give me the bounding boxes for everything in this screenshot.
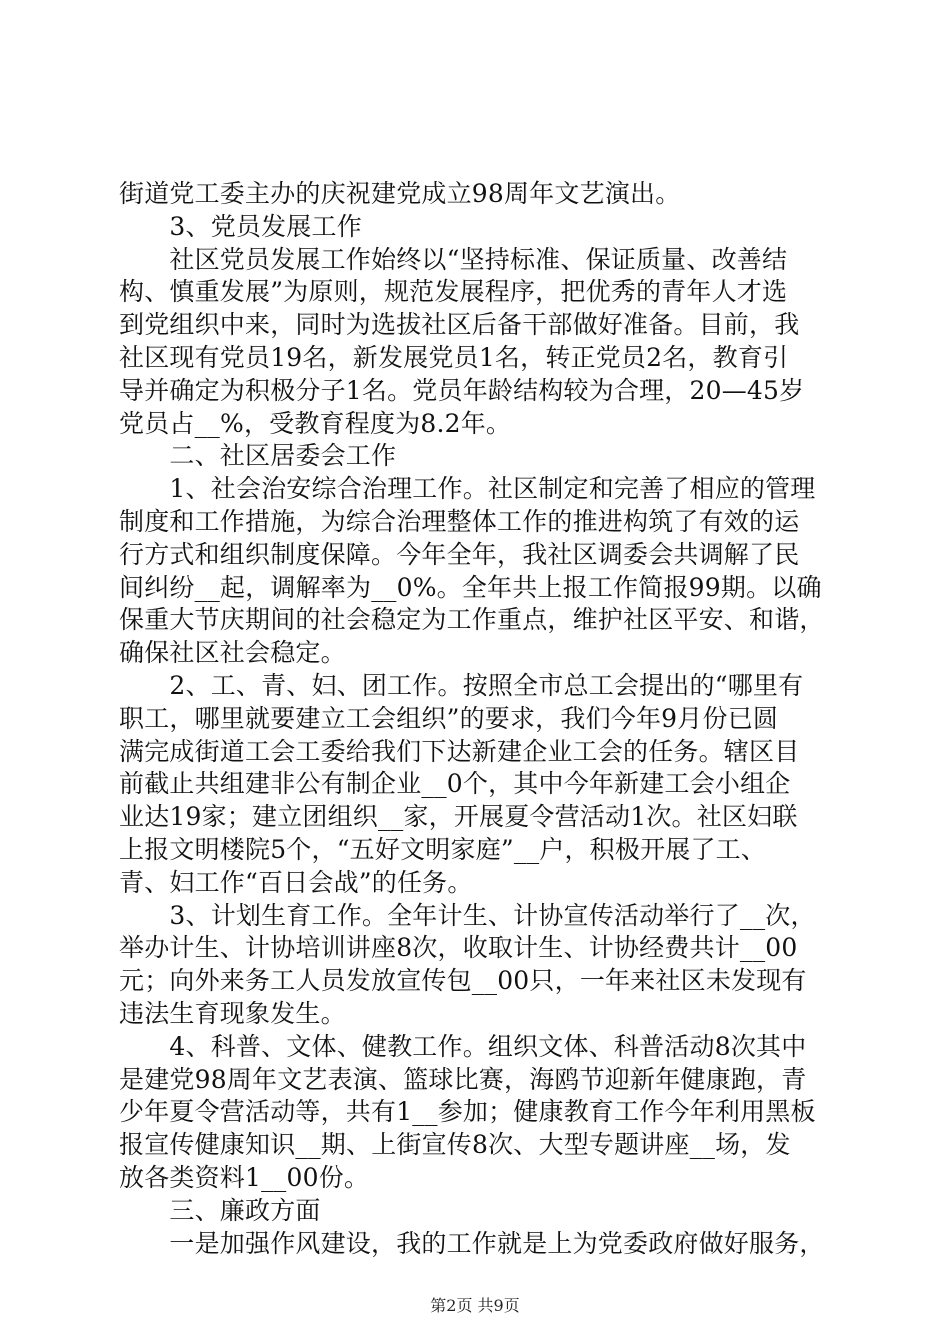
text-line: 青、妇工作“百日会战”的任务。	[119, 867, 473, 897]
text-line: 确保社区社会稳定。	[119, 638, 346, 668]
text-line: 行方式和组织制度保障。今年全年，我社区调委会共调解了民	[119, 539, 800, 569]
text-line: 社区党员发展工作始终以“坚持标准、保证质量、改善结	[119, 244, 788, 274]
text-line: 2、工、青、妇、团工作。按照全市总工会提出的“哪里有	[119, 671, 804, 700]
text-line: 街道党工委主办的庆祝建党成立98周年文艺演出。	[119, 179, 681, 208]
text-line: 满完成街道工会工委给我们下达新建企业工会的任务。辖区目	[119, 736, 800, 766]
text-line: 党员占__%，受教育程度为8.2年。	[119, 408, 512, 438]
text-line: 业达19家；建立团组织__家，开展夏令营活动1次。社区妇联	[119, 802, 798, 832]
text-line: 是建党98周年文艺表演、篮球比赛，海鸥节迎新年健康跑，青	[119, 1064, 807, 1094]
text-line: 元；向外来务工人员发放宣传包__00只，一年来社区未发现有	[119, 966, 807, 996]
text-line: 三、廉政方面	[119, 1195, 321, 1225]
text-line: 一是加强作风建设，我的工作就是上为党委政府做好服务，	[119, 1228, 825, 1258]
text-line: 职工，哪里就要建立工会组织”的要求，我们今年9月份已圆	[119, 703, 779, 733]
page-footer: 第2页 共9页	[430, 1296, 520, 1315]
text-line: 3、计划生育工作。全年计生、计协宣传活动举行了__次，	[119, 900, 816, 930]
text-line: 举办计生、计协培训讲座8次，收取计生、计协经费共计__00	[119, 933, 798, 963]
text-line: 保重大节庆期间的社会稳定为工作重点，维护社区平安、和谐，	[119, 605, 825, 635]
text-line: 放各类资料1__00份。	[119, 1163, 370, 1192]
text-line: 1、社会治安综合治理工作。社区制定和完善了相应的管理	[119, 474, 816, 504]
text-line: 制度和工作措施，为综合治理整体工作的推进构筑了有效的运	[119, 507, 800, 536]
text-line: 间纠纷__起，调解率为__0%。全年共上报工作简报99期。以确	[119, 572, 822, 602]
text-line: 导并确定为积极分子1名。党员年龄结构较为合理，20—45岁	[119, 375, 805, 405]
text-line: 构、慎重发展”为原则，规范发展程序，把优秀的青年人才选	[119, 277, 788, 307]
text-line: 社区现有党员19名，新发展党员1名，转正党员2名，教育引	[119, 343, 789, 372]
text-line: 到党组织中来，同时为选拔社区后备干部做好准备。目前，我	[119, 310, 800, 340]
text-line: 前截止共组建非公有制企业__0个，其中今年新建工会小组企	[119, 769, 791, 799]
text-line: 报宣传健康知识__期、上街宣传8次、大型专题讲座__场，发	[119, 1130, 791, 1160]
text-line: 3、党员发展工作	[119, 211, 362, 241]
text-line: 上报文明楼院5个，“五好文明家庭”__户，积极开展了工、	[119, 835, 767, 864]
text-line: 违法生育现象发生。	[119, 999, 346, 1028]
text-line: 二、社区居委会工作	[119, 441, 397, 471]
text-line: 4、科普、文体、健教工作。组织文体、科普活动8次其中	[119, 1031, 807, 1061]
text-line: 少年夏令营活动等，共有1__参加；健康教育工作今年利用黑板	[119, 1097, 816, 1127]
